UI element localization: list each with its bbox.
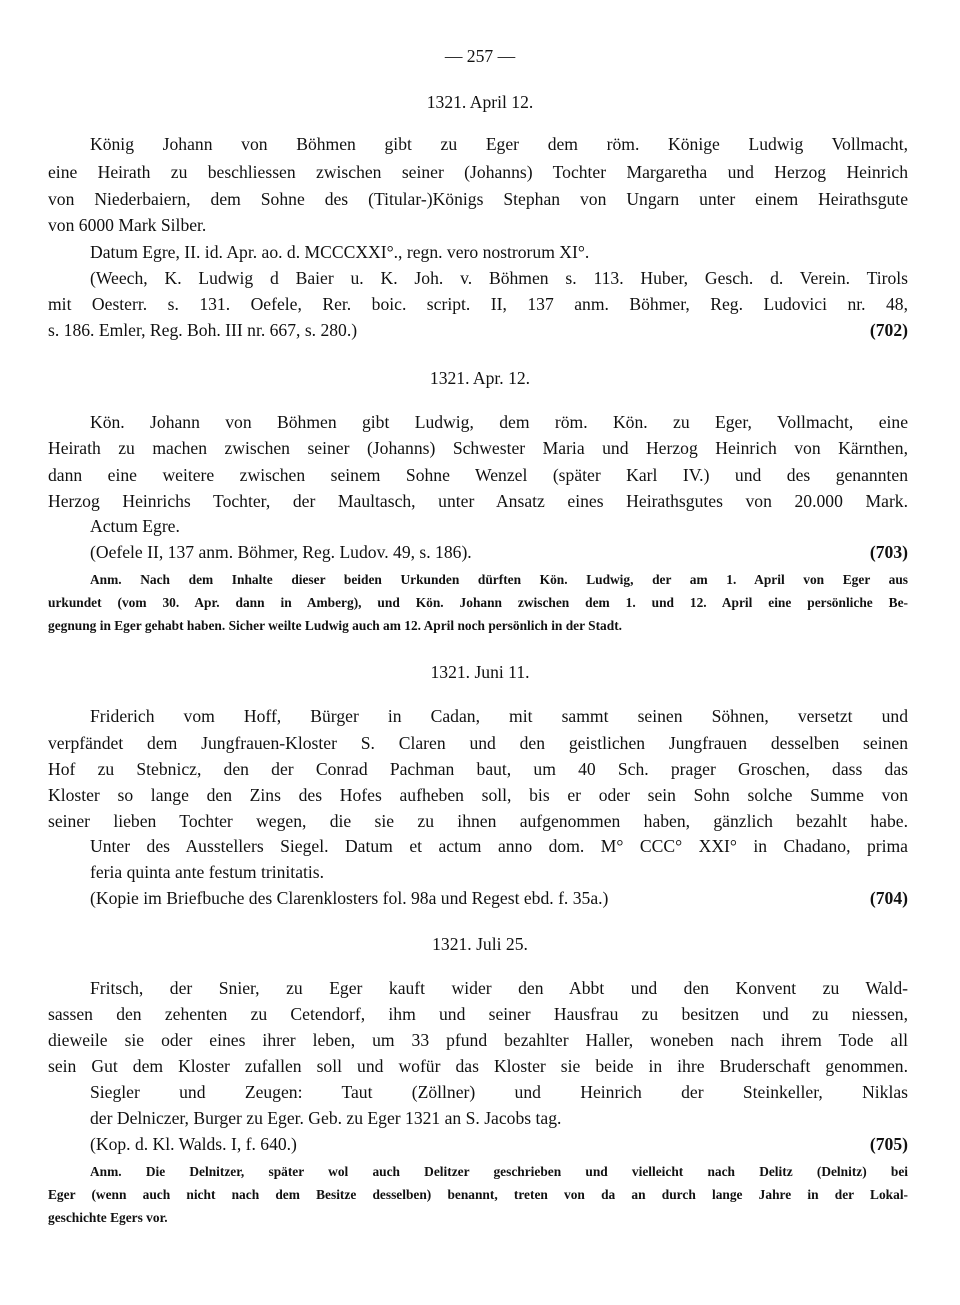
entry-703-line: dann eine weitere zwischen seinem Sohne Wenzel (später Karl IV.) und des genannten [48, 465, 908, 485]
entry-704-line: Friderich vom Hoff, Bürger in Cadan, mit sammt seinen Söhnen, versetzt und [90, 706, 908, 726]
entry-702-source-line: (Weech, K. Ludwig d Baier u. K. Joh. v. Böhmen s. 113. Huber, Gesch. d. Verein. Tirols [90, 268, 908, 288]
entry-705-line: sassen den zehenten zu Cetendorf, ihm und seiner Hausfrau zu besitzen und zu niessen, [48, 1004, 908, 1024]
entry-705-note-line: geschichte Egers vor. [48, 1210, 168, 1225]
entry-705-number: (705) [869, 1134, 908, 1154]
entry-702-dating: Datum Egre, II. id. Apr. ao. d. MCCCXXI°., regn. vero nostrorum XI°. [90, 242, 590, 262]
entry-703-line: Heirath zu machen zwischen seiner (Johanns) Schwester Maria und Herzog Heinrich von Kärnthen, [48, 438, 908, 458]
page-number: — 257 — [444, 46, 516, 66]
entry-702-source-line: s. 186. Emler, Reg. Boh. III nr. 667, s. 280.) [48, 320, 358, 340]
entry-704-date: 1321. Juni 11. [430, 662, 530, 682]
entry-703-source-row [90, 540, 908, 564]
entry-703-note-line: Anm. Nach dem Inhalte dieser beiden Urkunden dürften Kön. Ludwig, der am 1. April von Eger aus [90, 572, 908, 587]
entry-702-line: König Johann von Böhmen gibt zu Eger dem röm. Könige Ludwig Vollmacht, [90, 134, 908, 154]
entry-705-source: (Kop. d. Kl. Walds. I, f. 640.) [90, 1134, 297, 1154]
entry-705-line: dieweile sie oder eines ihrer leben, um 33 pfund bezahlter Haller, woneben nach ihrem Tode all [48, 1030, 908, 1050]
entry-702-source-line: mit Oesterr. s. 131. Oefele, Rer. boic. script. II, 137 anm. Böhmer, Reg. Ludovici nr. 48, [48, 294, 908, 314]
entry-704-dating-line: Unter des Ausstellers Siegel. Datum et actum anno dom. M° CCC° XXI° in Chadano, prima [90, 836, 908, 856]
entry-702-date: 1321. April 12. [426, 92, 534, 112]
entry-704-source: (Kopie im Briefbuche des Clarenklosters fol. 98a und Regest ebd. f. 35a.) [90, 888, 609, 908]
entry-702-number: (702) [869, 320, 908, 340]
entry-705-witness-line: Siegler und Zeugen: Taut (Zöllner) und Heinrich der Steinkeller, Niklas [90, 1082, 908, 1102]
entry-704-number: (704) [869, 888, 908, 908]
entry-704-line: Hof zu Stebnicz, den der Conrad Pachman baut, um 40 Sch. prager Groschen, dass das [48, 759, 908, 779]
entry-702-source-row [48, 318, 908, 342]
entry-702-line: eine Heirath zu beschliessen zwischen seiner (Johanns) Tochter Margaretha und Herzog Heinrich [48, 162, 908, 182]
entry-702-line: von Niederbaiern, dem Sohne des (Titular-)Königs Stephan von Ungarn unter einem Heirathsgute [48, 189, 908, 209]
entry-704-line: verpfändet dem Jungfrauen-Kloster S. Claren und den geistlichen Jungfrauen desselben seinen [48, 733, 908, 753]
entry-703-date: 1321. Apr. 12. [429, 368, 531, 388]
entry-704-line: Kloster so lange den Zins des Hofes aufheben soll, bis er oder sein Sohn solche Summe von [48, 785, 908, 805]
entry-705-witness-line: der Delniczer, Burger zu Eger. Geb. zu Eger 1321 an S. Jacobs tag. [90, 1108, 562, 1128]
entry-703-source: (Oefele II, 137 anm. Böhmer, Reg. Ludov. 49, s. 186). [90, 542, 472, 562]
entry-705-line: Fritsch, der Snier, zu Eger kauft wider den Abbt und den Konvent zu Wald- [90, 978, 908, 998]
entry-703-line: Kön. Johann von Böhmen gibt Ludwig, dem röm. Kön. zu Eger, Vollmacht, eine [90, 412, 908, 432]
entry-704-dating-line: feria quinta ante festum trinitatis. [90, 862, 325, 882]
entry-702-line: von 6000 Mark Silber. [48, 215, 207, 235]
entry-704-line: seiner lieben Tochter wegen, die sie zu ihnen aufgenommen haben, gänzlich bezahlt habe. [48, 811, 908, 831]
entry-703-dating: Actum Egre. [90, 516, 180, 536]
entry-703-note-line: gegnung in Eger gehabt haben. Sicher weilte Ludwig auch am 12. April noch persönlich in der Stadt. [48, 618, 623, 633]
entry-703-number: (703) [869, 542, 908, 562]
entry-705-date: 1321. Juli 25. [432, 934, 528, 954]
entry-705-source-row [90, 1132, 908, 1156]
entry-704-source-row [90, 886, 908, 910]
entry-703-note-line: urkundet (vom 30. Apr. dann in Amberg), und Kön. Johann zwischen dem 1. und 12. April eine persönliche Be- [48, 595, 908, 610]
entry-705-note-line: Eger (wenn auch nicht nach dem Besitze desselben) benannt, treten von da an durch lange Jahre in der Lokal- [48, 1187, 908, 1202]
entry-703-line: Herzog Heinrichs Tochter, der Maultasch, unter Ansatz eines Heirathsgutes von 20.000 Mark. [48, 491, 908, 511]
entry-705-line: sein Gut dem Kloster zufallen soll und wofür das Kloster sie beide in ihre Bruderschaft genommen. [48, 1056, 908, 1076]
entry-705-note-line: Anm. Die Delnitzer, später wol auch Delitzer geschrieben und vielleicht nach Delitz (Delnitz) bei [90, 1164, 908, 1179]
